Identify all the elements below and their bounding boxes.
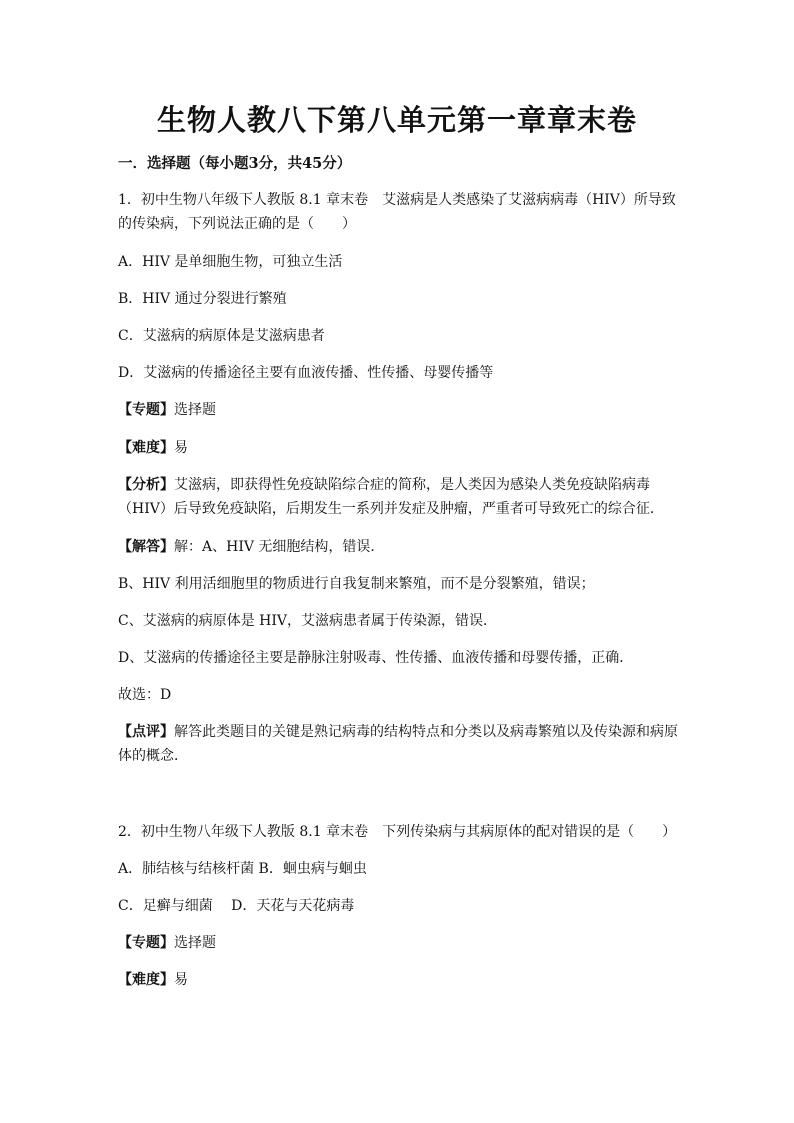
comment-label: 【点评】 bbox=[118, 724, 174, 740]
analysis-label: 【分析】 bbox=[118, 477, 174, 493]
q1-answer-line-4: D、艾滋病的传播途径主要是静脉注射吸毒、性传播、血液传播和母婴传播，正确． bbox=[118, 650, 634, 666]
difficulty-label: 【难度】 bbox=[118, 440, 174, 456]
q1-analysis-line-1 bbox=[118, 473, 688, 497]
difficulty-label: 【难度】 bbox=[118, 972, 174, 988]
q2-difficulty bbox=[118, 968, 688, 992]
topic-value: 选择题 bbox=[174, 402, 216, 418]
q1-difficulty bbox=[118, 436, 688, 460]
q2-options-ab: A．肺结核与结核杆菌 B．蛔虫病与蛔虫 bbox=[118, 861, 367, 877]
q2-topic bbox=[118, 931, 688, 955]
q1-analysis-line-2: （HIV）后导致免疫缺陷，后期发生一系列并发症及肿瘤，严重者可导致死亡的综合征． bbox=[118, 501, 664, 517]
q2-options-cd: C．足癣与细菌 D．天花与天花病毒 bbox=[118, 898, 355, 914]
q1-comment-line-1 bbox=[118, 720, 688, 744]
page-title: 生物人教八下第八单元第一章章末卷 bbox=[156, 103, 637, 137]
q1-stem-line-1: 1．初中生物八年级下人教版 8.1 章末卷 艾滋病是人类感染了艾滋病病毒（HIV）所导致 bbox=[118, 192, 676, 208]
answer-label: 【解答】 bbox=[118, 539, 174, 555]
analysis-text: 艾滋病，即获得性免疫缺陷综合症的简称，是人类因为感染人类免疫缺陷病毒 bbox=[174, 477, 650, 493]
q1-topic bbox=[118, 398, 688, 422]
comment-text: 解答此类题目的关键是熟记病毒的结构特点和分类以及病毒繁殖以及传染源和病原 bbox=[174, 724, 678, 740]
difficulty-value: 易 bbox=[174, 972, 188, 988]
q1-answer-line-1 bbox=[118, 535, 688, 559]
answer-text: 解：A、HIV 无细胞结构，错误． bbox=[174, 539, 385, 555]
q1-choice: 故选：D bbox=[118, 687, 172, 703]
topic-label: 【专题】 bbox=[118, 935, 174, 951]
q1-option-b: B．HIV 通过分裂进行繁殖 bbox=[118, 291, 287, 307]
difficulty-value: 易 bbox=[174, 440, 188, 456]
q1-stem-line-2: 的传染病，下列说法正确的是（ ） bbox=[118, 216, 356, 232]
q1-answer-line-3: C、艾滋病的病原体是 HIV，艾滋病患者属于传染源，错误． bbox=[118, 613, 498, 629]
q2-stem: 2．初中生物八年级下人教版 8.1 章末卷 下列传染病与其病原体的配对错误的是（ ） bbox=[118, 824, 677, 840]
section-heading: 一．选择题（每小题3分，共45分） bbox=[118, 155, 352, 172]
q1-comment-line-2: 体的概念． bbox=[118, 748, 188, 764]
q1-option-d: D．艾滋病的传播途径主要有血液传播、性传播、母婴传播等 bbox=[118, 365, 494, 381]
q1-answer-line-2: B、HIV 利用活细胞里的物质进行自我复制来繁殖，而不是分裂繁殖，错误； bbox=[118, 576, 595, 592]
q1-option-a: A．HIV 是单细胞生物，可独立生活 bbox=[118, 254, 343, 270]
topic-value: 选择题 bbox=[174, 935, 216, 951]
q1-option-c: C．艾滋病的病原体是艾滋病患者 bbox=[118, 328, 325, 344]
topic-label: 【专题】 bbox=[118, 402, 174, 418]
